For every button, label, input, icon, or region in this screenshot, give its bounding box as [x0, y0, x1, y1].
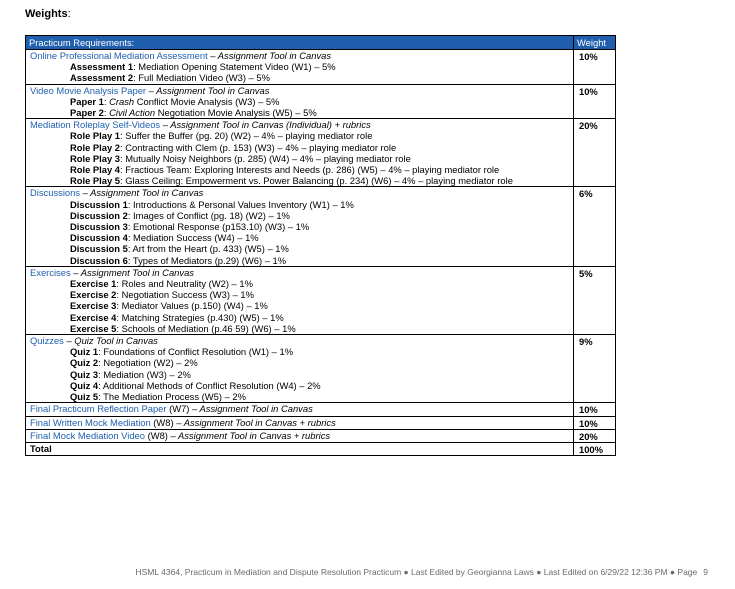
item-text: : Negotiation (W2) – 2%: [98, 357, 198, 369]
category-line: [30, 417, 573, 428]
list-item: [30, 107, 573, 118]
item-label: Role Play 1: [70, 130, 121, 142]
list-item: [30, 130, 573, 141]
item-label: Paper 2: [70, 107, 104, 119]
item-text: : Additional Methods of Conflict Resolution (W4) – 2%: [98, 379, 321, 391]
requirement-cell: [26, 416, 574, 429]
item-text: : Images of Conflict (pg. 18) (W2) – 1%: [127, 209, 290, 221]
item-text: : Contracting with Clem (p. 153) (W3) – 4% – playing mediator role: [120, 141, 397, 153]
item-label: Assessment 1: [70, 61, 134, 73]
item-text: : Matching Strategies (p.430) (W5) – 1%: [116, 311, 284, 323]
list-item: [30, 380, 573, 391]
item-text: : Schools of Mediation (p.46 59) (W6) – 1%: [116, 322, 296, 334]
item-label: Exercise 5: [70, 322, 117, 334]
roleplay-videos-link[interactable]: Mediation Roleplay Self-Videos: [30, 119, 161, 131]
item-label: Exercise 3: [70, 300, 117, 312]
table-row: [26, 429, 616, 442]
item-label: Discussion 1: [70, 198, 128, 210]
final-reflection-link[interactable]: Final Practicum Reflection Paper: [30, 403, 167, 415]
footer-text: HSML 4364, Practicum in Mediation and Dispute Resolution Practicum ● Last Edited by Georgianna Laws ● Last Edited on 6/29/22 12:36 PM ● Page: [135, 567, 698, 577]
requirement-cell: [26, 50, 574, 85]
category-line: [30, 119, 573, 130]
category-line: [30, 50, 573, 61]
item-label: Discussion 5: [70, 243, 128, 255]
item-text: : Foundations of Conflict Resolution (W1) – 1%: [98, 346, 294, 358]
week-text: (W7): [166, 403, 190, 415]
list-item: [30, 289, 573, 300]
item-text: : Types of Mediators (p.29) (W6) – 1%: [127, 254, 287, 266]
tool-text: – Assignment Tool in Canvas: [70, 266, 194, 278]
item-label: Discussion 3: [70, 221, 128, 233]
list-item: [30, 369, 573, 380]
weight-cell: 9%: [574, 335, 616, 403]
requirements-column-header: Practicum Requirements:: [26, 36, 574, 50]
item-text: : Mutually Noisy Neighbors (p. 285) (W4) – 4% – playing mediator role: [120, 152, 411, 164]
tool-text: – Assignment Tool in Canvas + rubrics: [173, 416, 336, 428]
weights-heading: [25, 8, 71, 20]
item-label: Role Play 2: [70, 141, 121, 153]
item-text: : The Mediation Process (W5) – 2%: [98, 391, 246, 403]
list-item: [30, 199, 573, 210]
category-line: [30, 430, 573, 441]
weights-heading-text: Weights: [25, 8, 68, 20]
item-label: Paper 1: [70, 95, 104, 107]
item-text: Conflict Movie Analysis (W3) – 5%: [134, 95, 280, 107]
list-item: [30, 153, 573, 164]
item-text: : Suffer the Buffer (pg. 20) (W2) – 4% – playing mediator role: [120, 130, 373, 142]
requirement-cell: [26, 84, 574, 119]
weight-cell: 10%: [574, 50, 616, 85]
item-label: Exercise 1: [70, 278, 117, 290]
page-footer: [0, 567, 708, 577]
discussions-link[interactable]: Discussions: [30, 187, 81, 199]
list-item: [30, 243, 573, 254]
item-text: : Mediation (W3) – 2%: [98, 368, 191, 380]
online-assessment-link[interactable]: Online Professional Mediation Assessment: [30, 50, 208, 61]
list-item: [30, 72, 573, 83]
item-text: : Fractious Team: Exploring Interests and Needs (p. 286) (W5) – 4% – playing mediator role: [120, 164, 500, 176]
quizzes-link[interactable]: Quizzes: [30, 335, 64, 347]
tool-text: – Assignment Tool in Canvas (Individual) + rubrics: [160, 119, 371, 131]
tool-text: – Assignment Tool in Canvas: [189, 403, 313, 415]
requirement-cell: [26, 187, 574, 266]
item-label: Discussion 6: [70, 254, 128, 266]
item-label: Quiz 4: [70, 379, 99, 391]
list-item: [30, 221, 573, 232]
item-label: Discussion 2: [70, 209, 128, 221]
category-line: [30, 267, 573, 278]
weight-cell: 10%: [574, 416, 616, 429]
list-item: [30, 96, 573, 107]
item-text: : Mediator Values (p.150) (W4) – 1%: [116, 300, 268, 312]
tool-text: – Assignment Tool in Canvas: [80, 187, 204, 199]
weights-table: [25, 35, 616, 456]
category-line: [30, 187, 573, 198]
list-item: [30, 357, 573, 368]
item-label: Exercise 2: [70, 289, 117, 301]
item-text: : Full Mediation Video (W3) – 5%: [133, 72, 270, 84]
video-analysis-link[interactable]: Video Movie Analysis Paper: [30, 84, 147, 96]
weight-cell: 5%: [574, 266, 616, 334]
weight-cell: 20%: [574, 119, 616, 187]
list-item: [30, 164, 573, 175]
item-text: : Emotional Response (p153.10) (W3) – 1%: [127, 221, 310, 233]
week-text: (W8): [145, 429, 168, 441]
item-label: Quiz 1: [70, 346, 99, 358]
requirement-cell: [26, 119, 574, 187]
list-item: [30, 323, 573, 334]
tool-text: – Assignment Tool in Canvas: [207, 50, 332, 61]
requirement-cell: [26, 429, 574, 442]
table-row: [26, 187, 616, 266]
list-item: [30, 142, 573, 153]
list-item: [30, 391, 573, 402]
weights-heading-colon: :: [67, 8, 71, 20]
category-line: [30, 85, 573, 96]
item-label: Quiz 5: [70, 391, 99, 403]
final-video-link[interactable]: Final Mock Mediation Video: [30, 429, 145, 441]
item-text: : Roles and Neutrality (W2) – 1%: [116, 278, 253, 290]
table-row: [26, 266, 616, 334]
exercises-link[interactable]: Exercises: [30, 266, 71, 278]
total-weight: 100%: [574, 442, 616, 455]
item-text: : Mediation Opening Statement Video (W1) – 5%: [133, 61, 336, 73]
list-item: [30, 232, 573, 243]
weight-cell: 20%: [574, 429, 616, 442]
item-text: : Art from the Heart (p. 433) (W5) – 1%: [127, 243, 289, 255]
total-label: Total: [26, 442, 574, 455]
list-item: [30, 300, 573, 311]
weight-cell: 10%: [574, 84, 616, 119]
list-item: [30, 255, 573, 266]
tool-text: – Quiz Tool in Canvas: [63, 335, 158, 347]
movie-title: Crash: [109, 95, 135, 107]
table-row: [26, 335, 616, 403]
movie-title: Civil Action: [109, 107, 156, 119]
table-header-row: [26, 36, 616, 50]
total-row: [26, 442, 616, 455]
week-text: (W8): [150, 416, 174, 428]
list-item: [30, 312, 573, 323]
item-text: Negotiation Movie Analysis (W5) – 5%: [155, 107, 317, 119]
list-item: [30, 278, 573, 289]
item-sep: :: [103, 95, 110, 107]
requirement-cell: [26, 403, 574, 416]
item-sep: :: [103, 107, 110, 119]
category-line: [30, 403, 573, 414]
weight-column-header: Weight: [574, 36, 616, 50]
requirement-cell: [26, 266, 574, 334]
list-item: [30, 175, 573, 186]
weight-cell: 6%: [574, 187, 616, 266]
table-row: [26, 119, 616, 187]
item-label: Discussion 4: [70, 232, 128, 244]
weight-cell: 10%: [574, 403, 616, 416]
table-row: [26, 403, 616, 416]
item-label: Exercise 4: [70, 311, 117, 323]
item-label: Role Play 3: [70, 152, 121, 164]
list-item: [30, 210, 573, 221]
page-number: 9: [703, 567, 708, 577]
tool-text: – Assignment Tool in Canvas: [146, 84, 270, 96]
item-text: : Introductions & Personal Values Inventory (W1) – 1%: [127, 198, 354, 210]
item-text: : Mediation Success (W4) – 1%: [127, 232, 259, 244]
requirement-cell: [26, 335, 574, 403]
list-item: [30, 61, 573, 72]
item-label: Role Play 5: [70, 175, 121, 187]
table-row: [26, 84, 616, 119]
table-row: [26, 416, 616, 429]
item-text: : Glass Ceiling: Empowerment vs. Power Balancing (p. 234) (W6) – 4% – playing mediator role: [120, 175, 513, 187]
tool-text: – Assignment Tool in Canvas + rubrics: [167, 429, 331, 441]
item-label: Quiz 2: [70, 357, 99, 369]
item-text: : Negotiation Success (W3) – 1%: [116, 289, 254, 301]
item-label: Assessment 2: [70, 72, 134, 84]
final-written-link[interactable]: Final Written Mock Mediation: [30, 416, 151, 428]
item-label: Quiz 3: [70, 368, 99, 380]
table-row: [26, 50, 616, 85]
item-label: Role Play 4: [70, 164, 121, 176]
list-item: [30, 346, 573, 357]
category-line: [30, 335, 573, 346]
